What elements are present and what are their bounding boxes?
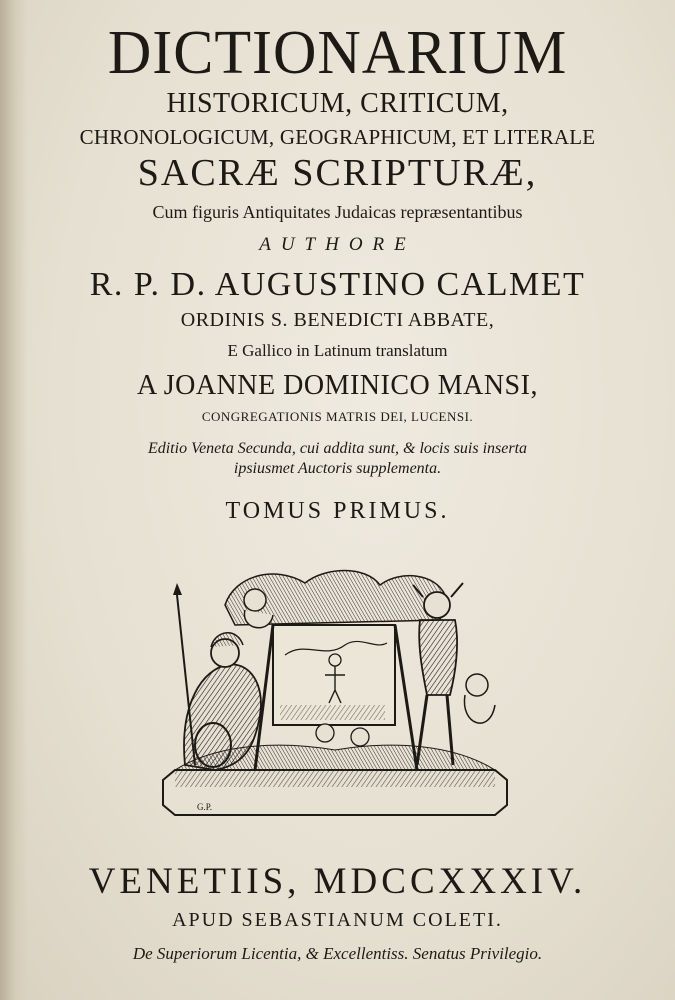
subtitle-line-1: HISTORICUM, CRITICUM, bbox=[166, 88, 509, 119]
imprint-place-date: VENETIIS, MDCCXXXIV. bbox=[88, 861, 587, 902]
author-label: AUTHORE bbox=[259, 234, 416, 255]
translator-name: A JOANNE DOMINICO MANSI, bbox=[137, 370, 538, 401]
volume-label: TOMUS PRIMUS. bbox=[225, 498, 450, 524]
imprint-printer: APUD SEBASTIANUM COLETI. bbox=[172, 909, 503, 931]
subtitle-line-3: SACRÆ SCRIPTURÆ, bbox=[137, 152, 538, 194]
edition-line-1: Editio Veneta Secunda, cui addita sunt, & locis suis inserta bbox=[147, 440, 528, 457]
edition-line-2: ipsiusmet Auctoris supplementa. bbox=[233, 460, 442, 477]
translator-affiliation: CONGREGATIONIS MATRIS DEI, LUCENSI. bbox=[201, 409, 474, 424]
svg-text:G.P.: G.P. bbox=[197, 802, 213, 812]
description-line: Cum figuris Antiquitates Judaicas repræsentantibus bbox=[152, 202, 523, 222]
book-title: DICTIONARIUM bbox=[107, 19, 568, 87]
engraved-vignette bbox=[155, 565, 515, 830]
subtitle-line-2: CHRONOLOGICUM, GEOGRAPHICUM, ET LITERALE bbox=[79, 125, 596, 149]
translation-note: E Gallico in Latinum translatum bbox=[227, 341, 448, 360]
author-name: R. P. D. AUGUSTINO CALMET bbox=[89, 266, 586, 303]
author-order: ORDINIS S. BENEDICTI ABBATE, bbox=[180, 309, 495, 331]
imprint-license: De Superiorum Licentia, & Excellentiss. Senatus Privilegio. bbox=[132, 944, 543, 963]
